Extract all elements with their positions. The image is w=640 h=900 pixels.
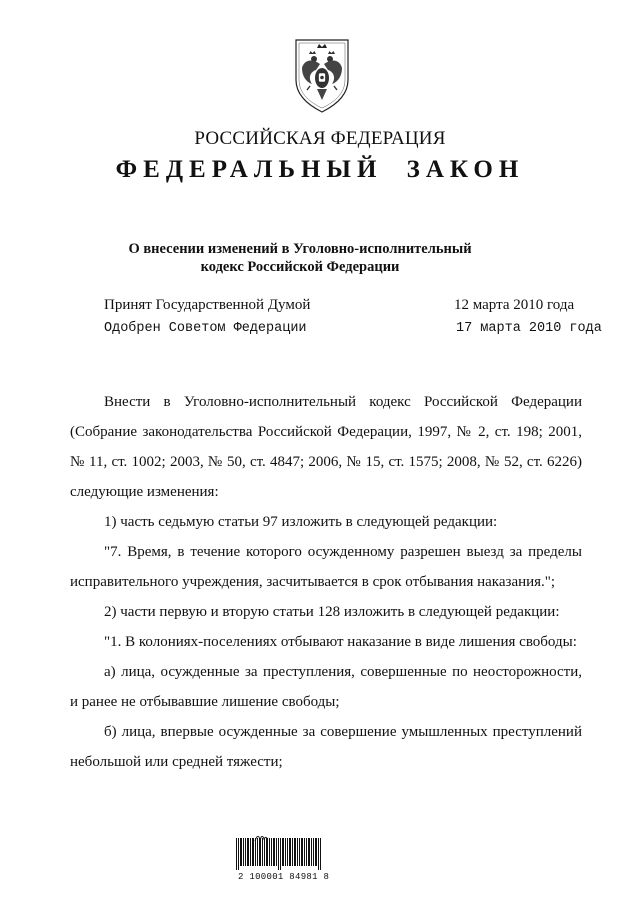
law-title-line-2: кодекс Российской Федерации	[200, 259, 400, 275]
duma-label: Принят Государственной Думой	[104, 297, 311, 313]
amendment-item-1: 1) часть седьмую статьи 97 изложить в следующей редакции:	[104, 514, 498, 530]
amendment-item-2: 2) части первую и вторую статьи 128 изложить в следующей редакции:	[104, 604, 560, 620]
law-title-line-1: О внесении изменений в Уголовно-исполнительный	[128, 241, 472, 257]
amendment-item-2-a: а) лица, осужденные за преступления, совершенные по неосторожности, и ранее не отбывавшие лишение свободы;	[70, 664, 582, 710]
amendment-item-2-b: б) лица, впервые осужденные за совершение умышленных преступлений небольшой или средней тяжести;	[70, 724, 582, 770]
barcode-icon	[236, 838, 322, 870]
council-label: Одобрен Советом Федерации	[104, 321, 307, 336]
intro-paragraph-continuation: (Собрание законодательства Российской Федерации, 1997, № 2, ст. 198; 2001, № 11, ст. 1002; 2003, № 50, ст. 4847; 2006, № 15, ст. 1575; 2008, № 52, ст. 6226) следующие изменения:	[70, 424, 582, 500]
law-body	[70, 387, 582, 777]
country-heading: РОССИЙСКАЯ ФЕДЕРАЦИЯ	[194, 128, 446, 149]
intro-paragraph-line-1: Внести в Уголовно-исполнительный кодекс Российской Федерации	[104, 394, 582, 410]
coat-of-arms-icon	[290, 34, 354, 114]
council-date: 17 марта 2010 года	[456, 321, 602, 336]
amendment-item-1-text: "7. Время, в течение которого осужденному разрешен выезд за пределы исправительного учреждения, засчитывается в срок отбывания наказания.";	[70, 544, 582, 590]
barcode-number: 2 100001 84981 8	[238, 872, 330, 882]
document-type-heading: ФЕДЕРАЛЬНЫЙ ЗАКОН	[115, 156, 525, 183]
law-title	[60, 240, 540, 276]
amendment-item-2-text: "1. В колониях-поселениях отбывают наказание в виде лишения свободы:	[104, 634, 577, 650]
duma-date: 12 марта 2010 года	[454, 297, 575, 313]
